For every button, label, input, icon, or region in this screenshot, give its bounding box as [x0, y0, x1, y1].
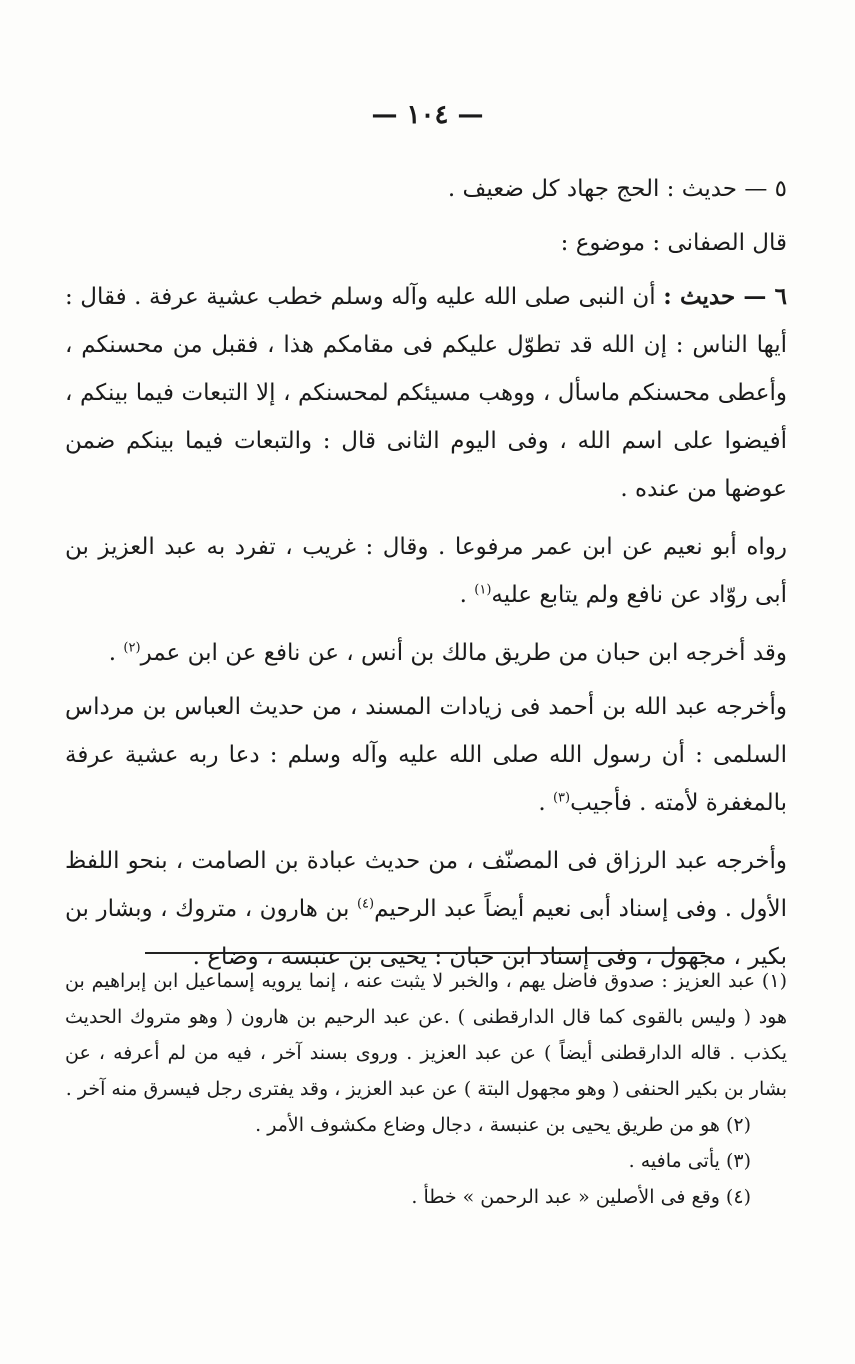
- footnote-1: (١) عبد العزيز : صدوق فاضل يهم ، والخبر لا يثبت عنه ، إنما يرويه إسماعيل ابن إبراهيم بن هود ( وليس بالقوى كما قال الدارقطنى ) .عن عبد الرحيم بن هارون ( وهو متروك الحديث يكذب . قاله الدارقطنى أيضاً ) عن عبد العزيز . وروى بسند آخر ، فيه من لم أعرفه ، عن بشار بن بكير الحنفى ( وهو مجهول البتة ) عن عبد العزيز ، وقد يفترى رجل فيسرق منه آخر .: [65, 970, 787, 1100]
- footnote-ref-2[interactable]: (٢): [123, 640, 141, 656]
- abdurrazzaq-text-b: بن هارون ، متروك ، وبشار بن بكير ، مجهول ، وفى إسناد ابن حبان : يحيى بن عنبسة ، وضاع .: [65, 896, 787, 970]
- abu-nuaym-text: رواه أبو نعيم عن ابن عمر مرفوعا . وقال : غريب ، تفرد به عبد العزيز بن أبى روّاد عن نافع ولم يتابع عليه: [65, 534, 787, 608]
- paragraph-ibn-hibban: [65, 629, 787, 677]
- ibn-hibban-end: .: [108, 640, 124, 666]
- footnote-4: (٤) وقع فى الأصلين « عبد الرحمن » خطأ .: [411, 1186, 751, 1208]
- abdurrazzaq-text-a: وأخرجه عبد الرزاق فى المصنّف ، من حديث عبادة بن الصامت ، بنحو اللفظ الأول . وفى إسناد أبى نعيم أيضاً عبد الرحيم: [65, 848, 787, 922]
- footnote-divider: [145, 952, 705, 954]
- main-text: [65, 165, 787, 987]
- footnotes: [65, 963, 787, 1215]
- page-number: — ١٠٤ —: [371, 100, 484, 130]
- paragraph-hadith-5: ٥ — حديث : الحج جهاد كل ضعيف .: [447, 176, 787, 202]
- hadith-6-heading: ٦ — حديث :: [663, 283, 788, 310]
- hadith-6-text: أن النبى صلى الله عليه وآله وسلم خطب عشية عرفة . فقال : أيها الناس : إن الله قد تطوّل عليكم فى مقامكم هذا ، فقبل من محسنكم ، وأعطى محسنكم ماسأل ، ووهب مسيئكم لمحسنكم ، إلا التبعات فيما بينكم ، أفيضوا على اسم الله ، وفى اليوم الثانى قال : والتبعات فيما بينكم ضمن عوضها من عنده .: [65, 284, 787, 502]
- ibn-hibban-text: وقد أخرجه ابن حبان من طريق مالك بن أنس ، عن نافع عن ابن عمر: [140, 640, 787, 666]
- abdullah-text: وأخرجه عبد الله بن أحمد فى زيادات المسند ، من حديث العباس بن مرداس السلمى : أن رسول الله صلى الله عليه وآله وسلم : دعا ربه عشية عرفة بالمغفرة لأمته . فأجيب: [65, 694, 787, 816]
- paragraph-hadith-6: [65, 273, 787, 513]
- footnote-ref-1[interactable]: (١): [474, 582, 492, 598]
- paragraph-abdullah: [65, 683, 787, 827]
- abdullah-end: .: [538, 790, 553, 816]
- paragraph-abdurrazzaq: [65, 837, 787, 981]
- footnote-3: (٣) يأتى مافيه .: [628, 1150, 751, 1172]
- abu-nuaym-end: .: [459, 582, 475, 608]
- footnote-ref-4[interactable]: (٤): [356, 896, 375, 912]
- paragraph-verdict: قال الصفانى : موضوع :: [560, 230, 787, 256]
- paragraph-abu-nuaym: [65, 523, 787, 619]
- footnote-2: (٢) هو من طريق يحيى بن عنبسة ، دجال وضاع مكشوف الأمر .: [255, 1114, 751, 1136]
- footnote-ref-3[interactable]: (٣): [552, 790, 571, 806]
